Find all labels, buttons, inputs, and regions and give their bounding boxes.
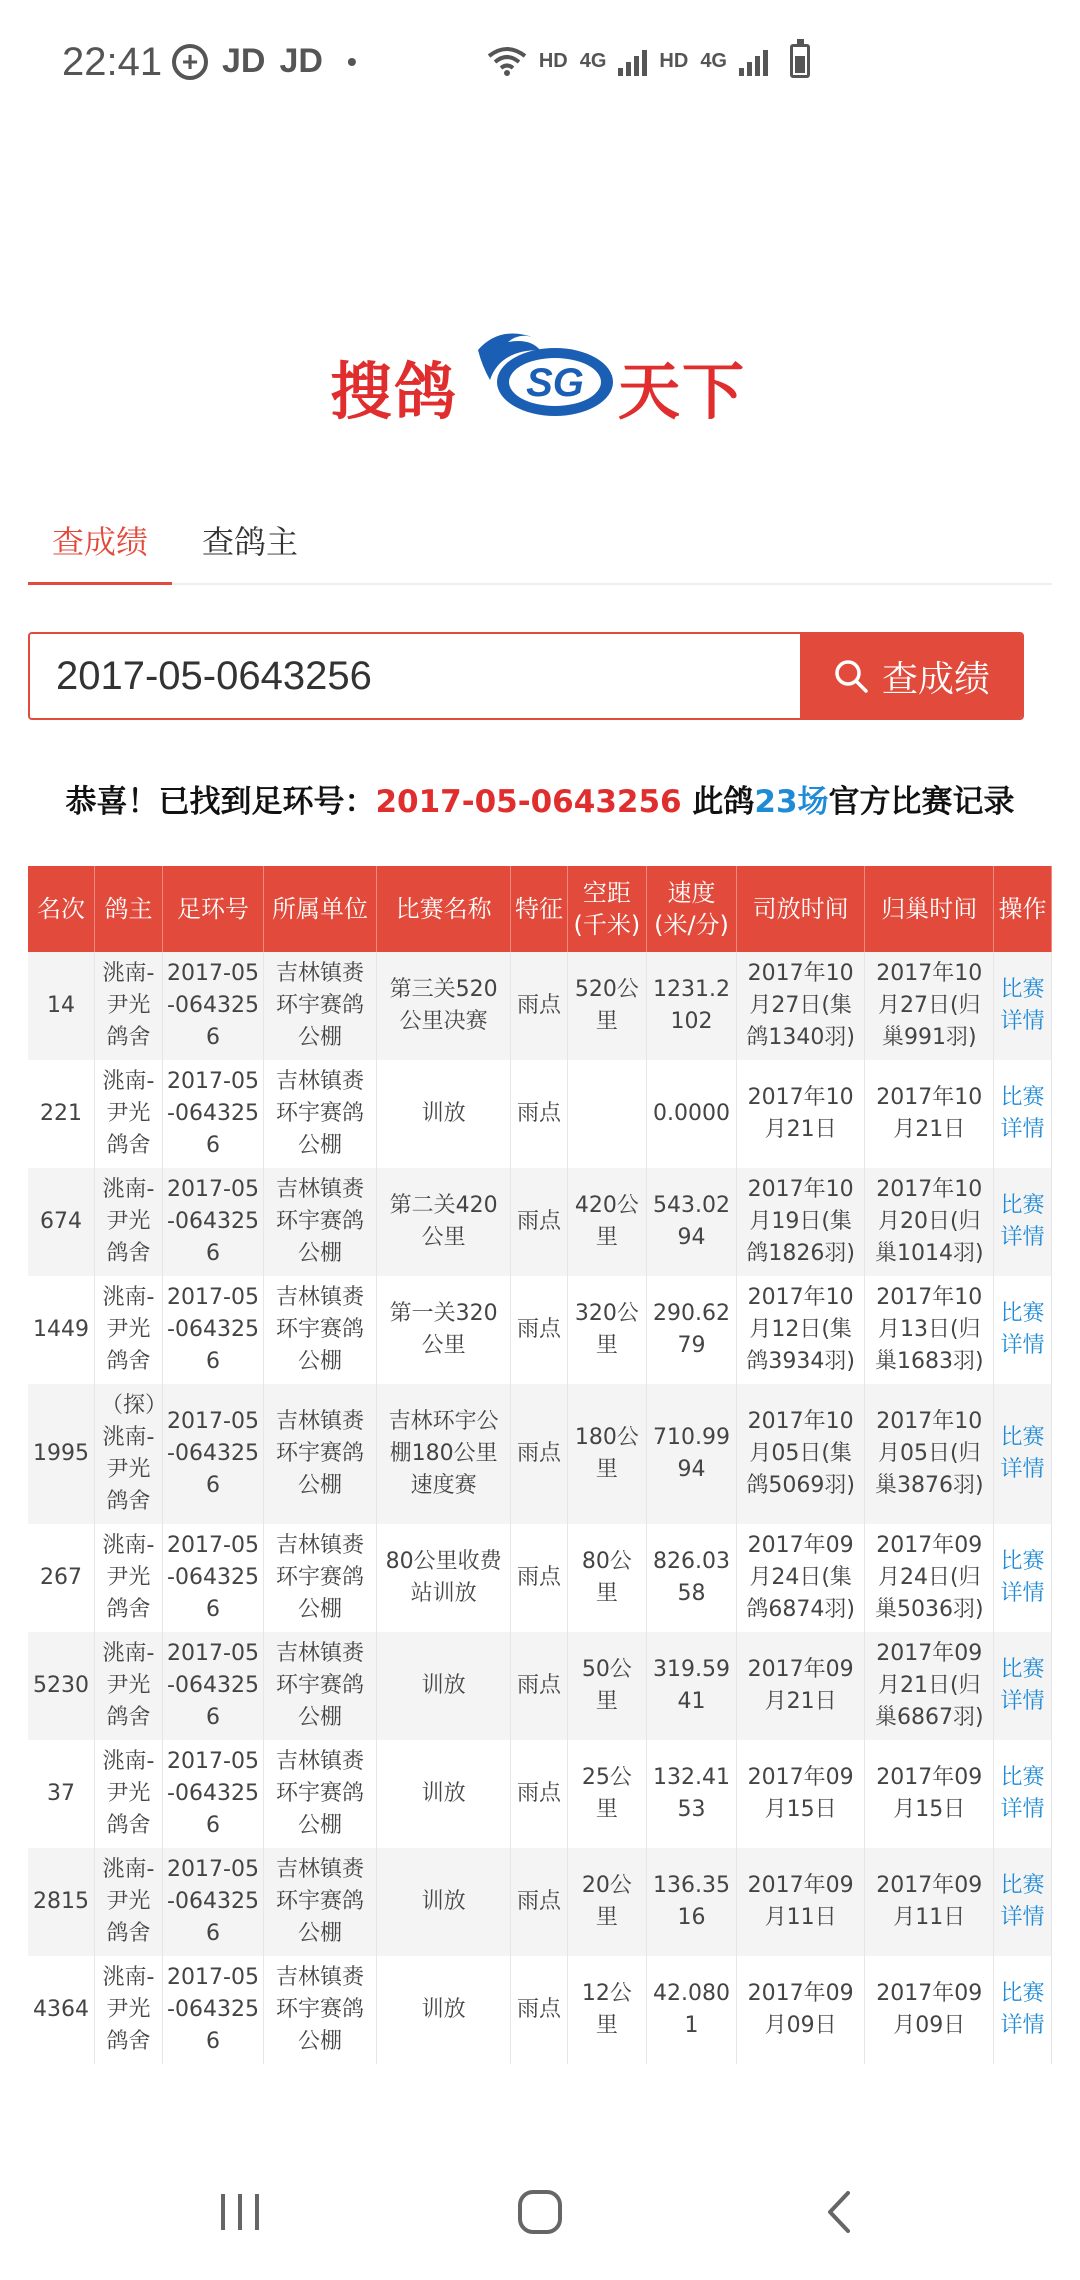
- table-cell: 雨点: [511, 1384, 567, 1524]
- table-row: [28, 1276, 1052, 1384]
- table-row: [28, 1060, 1052, 1168]
- table-cell: 吉林镇赉环宇赛鸽公棚: [264, 1384, 377, 1524]
- table-row: [28, 1848, 1052, 1956]
- table-cell: 50公里: [567, 1632, 647, 1740]
- table-header-cell: 特征: [511, 866, 567, 952]
- results-table-container[interactable]: [28, 866, 1052, 2144]
- table-cell: 洮南-尹光鸽舍: [94, 1740, 162, 1848]
- table-header-cell: 比赛名称: [376, 866, 510, 952]
- signal-icon: [618, 46, 647, 76]
- table-cell: 1995: [28, 1384, 94, 1524]
- table-header-cell: 鸽主: [94, 866, 162, 952]
- system-nav-bar: [0, 2144, 1080, 2280]
- table-row: [28, 1168, 1052, 1276]
- result-summary: [0, 776, 1080, 821]
- table-cell: 吉林镇赉环宇赛鸽公棚: [264, 1740, 377, 1848]
- table-cell: 洮南-尹光鸽舍: [94, 1060, 162, 1168]
- table-header-cell: 操作: [994, 866, 1052, 952]
- search-button-label: 查成绩: [881, 658, 990, 700]
- hd-label: HD: [659, 49, 689, 72]
- search-icon: [832, 657, 870, 695]
- table-row: [28, 1524, 1052, 1632]
- table-header-cell: 归巢时间: [865, 866, 994, 952]
- back-button[interactable]: [800, 2184, 880, 2240]
- table-cell: 雨点: [511, 1956, 567, 2064]
- table-header-cell: 空距(千米): [567, 866, 647, 952]
- table-cell: 543.0294: [647, 1168, 737, 1276]
- table-cell: 2017年09月24日(归巢5036羽): [865, 1524, 994, 1632]
- table-cell: 520公里: [567, 952, 647, 1060]
- result-suffix: 官方比赛记录: [828, 784, 1015, 820]
- table-cell: 25公里: [567, 1740, 647, 1848]
- table-cell: 2017年10月20日(归巢1014羽): [865, 1168, 994, 1276]
- table-cell: 2017年09月15日: [736, 1740, 865, 1848]
- table-cell: 吉林镇赉环宇赛鸽公棚: [264, 1632, 377, 1740]
- table-cell: 雨点: [511, 1632, 567, 1740]
- table-header-cell: 所属单位: [264, 866, 377, 952]
- table-cell: 674: [28, 1168, 94, 1276]
- result-prefix: 恭喜！已找到足环号：: [65, 784, 376, 820]
- signal-icon: [739, 46, 768, 76]
- table-cell: 雨点: [511, 1276, 567, 1384]
- status-left-icons: [172, 42, 357, 81]
- table-cell: 2017年09月21日(归巢6867羽): [865, 1632, 994, 1740]
- tab-results[interactable]: 查成绩: [28, 510, 172, 585]
- table-cell: 2017-05-0643256: [162, 1740, 263, 1848]
- table-cell: 洮南-尹光鸽舍: [94, 1276, 162, 1384]
- battery-icon: [790, 44, 810, 78]
- table-cell: 第三关520公里决赛: [376, 952, 510, 1060]
- search-results-button[interactable]: [800, 634, 1022, 718]
- table-cell: 136.3516: [647, 1848, 737, 1956]
- race-details-link[interactable]: 比赛详情: [994, 1848, 1052, 1956]
- table-cell: 2017年10月27日(归巢991羽): [865, 952, 994, 1060]
- table-cell: 2017-05-0643256: [162, 1848, 263, 1956]
- table-cell: 1231.2102: [647, 952, 737, 1060]
- table-cell: 4364: [28, 1956, 94, 2064]
- table-cell: 2017年10月19日(集鸽1826羽): [736, 1168, 865, 1276]
- network-4g-label: 4G: [700, 49, 727, 72]
- race-details-link[interactable]: 比赛详情: [994, 952, 1052, 1060]
- table-header-cell: 速度(米/分): [647, 866, 737, 952]
- table-row: [28, 1384, 1052, 1524]
- table-cell: 132.4153: [647, 1740, 737, 1848]
- table-cell: 2017年10月05日(集鸽5069羽): [736, 1384, 865, 1524]
- logo-mark-text: SG: [526, 361, 584, 405]
- table-row: [28, 1956, 1052, 2064]
- table-cell: 290.6279: [647, 1276, 737, 1384]
- jd-app-icon: JD: [222, 42, 266, 80]
- table-row: [28, 952, 1052, 1060]
- table-cell: 吉林镇赉环宇赛鸽公棚: [264, 1168, 377, 1276]
- race-details-link[interactable]: 比赛详情: [994, 1632, 1052, 1740]
- table-body: [28, 952, 1052, 2064]
- network-4g-label: 4G: [579, 49, 607, 72]
- table-cell: 319.5941: [647, 1632, 737, 1740]
- table-cell: 710.9994: [647, 1384, 737, 1524]
- search-bar: [28, 632, 1024, 720]
- table-cell: 221: [28, 1060, 94, 1168]
- table-cell: 826.0358: [647, 1524, 737, 1632]
- table-cell: 2017年09月15日: [865, 1740, 994, 1848]
- table-cell: 吉林镇赉环宇赛鸽公棚: [264, 1060, 377, 1168]
- table-cell: 雨点: [511, 1168, 567, 1276]
- table-cell: 雨点: [511, 1848, 567, 1956]
- table-cell: 吉林环宇公棚180公里速度赛: [376, 1384, 510, 1524]
- table-header-cell: 司放时间: [736, 866, 865, 952]
- table-cell: 80公里: [567, 1524, 647, 1632]
- table-cell: 雨点: [511, 1060, 567, 1168]
- table-cell: 2017-05-0643256: [162, 952, 263, 1060]
- table-cell: 5230: [28, 1632, 94, 1740]
- table-cell: 2017年09月11日: [736, 1848, 865, 1956]
- table-cell: （探）洮南-尹光鸽舍: [94, 1384, 162, 1524]
- logo-text-left: 搜鸽: [330, 355, 459, 428]
- table-cell: 训放: [376, 1060, 510, 1168]
- table-cell: 2017年09月11日: [865, 1848, 994, 1956]
- notification-dot-icon: •: [346, 45, 357, 77]
- table-cell: 2017年10月21日: [865, 1060, 994, 1168]
- wifi-icon: [487, 46, 527, 76]
- pigeon-logo-icon: [460, 320, 620, 430]
- table-cell: 180公里: [567, 1384, 647, 1524]
- table-cell: 267: [28, 1524, 94, 1632]
- result-mid: 此鸽: [681, 784, 755, 820]
- site-logo[interactable]: [330, 320, 750, 430]
- race-details-link[interactable]: 比赛详情: [994, 1740, 1052, 1848]
- table-cell: 2017年10月21日: [736, 1060, 865, 1168]
- table-cell: 2017年09月09日: [865, 1956, 994, 2064]
- race-details-link[interactable]: 比赛详情: [994, 1956, 1052, 2064]
- home-button[interactable]: [500, 2184, 580, 2240]
- table-cell: 训放: [376, 1956, 510, 2064]
- table-header-cell: 名次: [28, 866, 94, 952]
- home-icon: [515, 2187, 565, 2237]
- table-cell: 2017-05-0643256: [162, 1168, 263, 1276]
- table-header-cell: 足环号: [162, 866, 263, 952]
- table-cell: 2017-05-0643256: [162, 1956, 263, 2064]
- table-cell: 2017年09月09日: [736, 1956, 865, 2064]
- table-header-row: [28, 866, 1052, 952]
- table-cell: 2017年09月24日(集鸽6874羽): [736, 1524, 865, 1632]
- table-cell: 吉林镇赉环宇赛鸽公棚: [264, 1956, 377, 2064]
- table-cell: 20公里: [567, 1848, 647, 1956]
- result-race-count: 23场: [754, 784, 829, 820]
- race-details-link[interactable]: 比赛详情: [994, 1524, 1052, 1632]
- race-details-link[interactable]: 比赛详情: [994, 1060, 1052, 1168]
- table-cell: 吉林镇赉环宇赛鸽公棚: [264, 1276, 377, 1384]
- table-cell: 2017-05-0643256: [162, 1524, 263, 1632]
- table-cell: 2017-05-0643256: [162, 1060, 263, 1168]
- table-cell: 80公里收费站训放: [376, 1524, 510, 1632]
- table-row: [28, 1632, 1052, 1740]
- table-cell: 第二关420公里: [376, 1168, 510, 1276]
- table-cell: 雨点: [511, 952, 567, 1060]
- table-cell: 2815: [28, 1848, 94, 1956]
- result-ring-number: 2017-05-0643256: [375, 784, 682, 820]
- table-cell: 2017-05-0643256: [162, 1276, 263, 1384]
- table-cell: 2017年10月13日(归巢1683羽): [865, 1276, 994, 1384]
- table-cell: 320公里: [567, 1276, 647, 1384]
- table-cell: 37: [28, 1740, 94, 1848]
- table-cell: 洮南-尹光鸽舍: [94, 1632, 162, 1740]
- table-cell: 洮南-尹光鸽舍: [94, 1956, 162, 2064]
- table-cell: 训放: [376, 1632, 510, 1740]
- table-row: [28, 1740, 1052, 1848]
- table-cell: 42.0801: [647, 1956, 737, 2064]
- table-cell: [567, 1060, 647, 1168]
- table-cell: 2017-05-0643256: [162, 1384, 263, 1524]
- table-cell: 雨点: [511, 1524, 567, 1632]
- jd-app-icon: JD: [279, 42, 323, 80]
- table-cell: 14: [28, 952, 94, 1060]
- search-tabs: [28, 510, 1052, 585]
- table-cell: 吉林镇赉环宇赛鸽公棚: [264, 1848, 377, 1956]
- tab-owner[interactable]: 查鸽主: [202, 523, 299, 561]
- status-time: 22:41: [62, 40, 163, 84]
- recent-apps-icon: [215, 2192, 265, 2232]
- table-cell: 训放: [376, 1740, 510, 1848]
- race-details-link[interactable]: 比赛详情: [994, 1276, 1052, 1384]
- race-details-link[interactable]: 比赛详情: [994, 1384, 1052, 1524]
- table-cell: 1449: [28, 1276, 94, 1384]
- ring-number-input[interactable]: [30, 634, 800, 718]
- table-cell: 420公里: [567, 1168, 647, 1276]
- table-cell: 2017年09月21日: [736, 1632, 865, 1740]
- table-cell: 吉林镇赉环宇赛鸽公棚: [264, 952, 377, 1060]
- table-cell: 2017年10月05日(归巢3876羽): [865, 1384, 994, 1524]
- table-cell: 训放: [376, 1848, 510, 1956]
- table-cell: 第一关320公里: [376, 1276, 510, 1384]
- logo-text-right: 天下: [618, 355, 747, 428]
- table-cell: 2017-05-0643256: [162, 1632, 263, 1740]
- back-icon: [820, 2187, 860, 2237]
- table-cell: 洮南-尹光鸽舍: [94, 1848, 162, 1956]
- table-cell: 洮南-尹光鸽舍: [94, 1524, 162, 1632]
- results-table: [28, 866, 1052, 2064]
- table-cell: 0.0000: [647, 1060, 737, 1168]
- plus-circle-icon: +: [172, 44, 208, 80]
- recent-apps-button[interactable]: [200, 2184, 280, 2240]
- table-cell: 洮南-尹光鸽舍: [94, 952, 162, 1060]
- table-cell: 雨点: [511, 1740, 567, 1848]
- status-bar: [0, 0, 1080, 130]
- table-cell: 2017年10月27日(集鸽1340羽): [736, 952, 865, 1060]
- table-cell: 2017年10月12日(集鸽3934羽): [736, 1276, 865, 1384]
- table-cell: 12公里: [567, 1956, 647, 2064]
- hd-label: HD: [538, 49, 568, 72]
- table-cell: 吉林镇赉环宇赛鸽公棚: [264, 1524, 377, 1632]
- table-cell: 洮南-尹光鸽舍: [94, 1168, 162, 1276]
- race-details-link[interactable]: 比赛详情: [994, 1168, 1052, 1276]
- status-right-icons: [487, 44, 810, 78]
